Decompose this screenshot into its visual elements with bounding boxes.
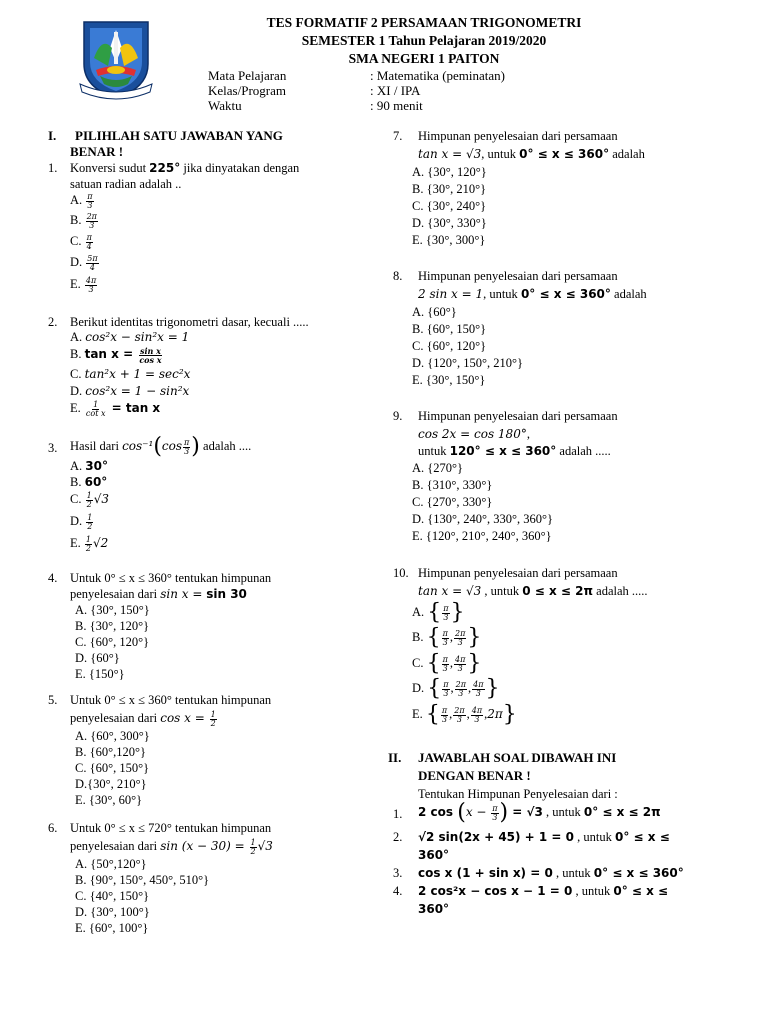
q8-stem-2: 2 sin x = 1, untuk 0° ≤ x ≤ 360° adalah	[418, 287, 647, 301]
essay-2-number: 2.	[393, 830, 403, 844]
q10-number: 10.	[393, 566, 409, 580]
q8-stem: Himpunan penyelesaian dari persamaan	[418, 269, 618, 283]
q6-option-d[interactable]: D. {30°, 100°}	[75, 905, 150, 919]
essay-2: √2 sin(2x + 45) + 1 = 0 , untuk 0° ≤ x ≤	[418, 830, 670, 844]
q7-number: 7.	[393, 129, 403, 143]
q6-option-c[interactable]: C. {40°, 150°}	[75, 889, 150, 903]
q2-option-e[interactable]: E. $\frac{1}{\text{cot x}}$ = tan x	[70, 399, 161, 418]
meta-value-subject: : Matematika (peminatan)	[370, 68, 506, 83]
q3-stem: Hasil dari cos⁻¹(cos $\frac{\pi}{3}$ ) adalah ....	[70, 434, 252, 460]
q8-option-c[interactable]: C. {60°, 120°}	[412, 339, 487, 353]
q10-stem: Himpunan penyelesaian dari persamaan	[418, 566, 618, 580]
section-1-heading: PILIHLAH SATU JAWABAN YANG	[75, 128, 283, 143]
q3-option-e[interactable]: E. $\frac{1}{2}$ √2	[70, 534, 109, 553]
q1-option-e[interactable]: E. $\frac{4\pi}{3}$	[70, 275, 97, 294]
q7-option-d[interactable]: D. {30°, 330°}	[412, 216, 487, 230]
q8-option-a[interactable]: A. {60°}	[412, 305, 457, 319]
q7-stem: Himpunan penyelesaian dari persamaan	[418, 129, 618, 143]
q9-option-c[interactable]: C. {270°, 330°}	[412, 495, 493, 509]
section-2-number: II.	[388, 750, 402, 765]
essay-1: 2 cos (x − $\frac{\pi}{3}$ ) = √3 , untuk 0° ≤ x ≤ 2π	[418, 800, 661, 826]
q4-option-c[interactable]: C. {60°, 120°}	[75, 635, 150, 649]
q3-option-c[interactable]: C. $\frac{1}{2}$ √3	[70, 490, 109, 509]
q7-option-a[interactable]: A. {30°, 120°}	[412, 165, 487, 179]
q1-stem-2: satuan radian adalah ..	[70, 177, 182, 191]
q6-number: 6.	[48, 821, 58, 835]
q1-option-a[interactable]: A. $\frac{\pi}{3}$	[70, 191, 93, 210]
section-1-heading-2: BENAR !	[70, 144, 124, 159]
school-name: SMA NEGERI 1 PAITON	[348, 51, 500, 66]
q1-number: 1.	[48, 161, 58, 175]
meta-label-class: Kelas/Program	[208, 83, 286, 98]
q8-number: 8.	[393, 269, 403, 283]
essay-4: 2 cos²x − cos x − 1 = 0 , untuk 0° ≤ x ≤	[418, 884, 669, 898]
q6-stem-2: penyelesaian dari sin (x − 30) = $\frac{1}{2}$ √3	[70, 837, 273, 856]
q10-option-b[interactable]: B. { $\frac{\pi}{3}$ , $\frac{2\pi}{3}$ }	[412, 625, 482, 651]
meta-value-time: : 90 menit	[370, 98, 423, 113]
section-2-heading-2: DENGAN BENAR !	[418, 768, 531, 783]
q9-stem-3: untuk 120° ≤ x ≤ 360° adalah .....	[418, 444, 611, 458]
q5-option-e[interactable]: E. {30°, 60°}	[75, 793, 143, 807]
q10-option-e[interactable]: E. { $\frac{\pi}{3}$ , $\frac{2\pi}{3}$ , $\frac{4\pi}{3}$ ,2π}	[412, 702, 517, 728]
q2-option-c[interactable]: C. tan²x + 1 = sec²x	[70, 367, 191, 381]
q10-option-d[interactable]: D. { $\frac{\pi}{3}$ , $\frac{2\pi}{3}$ , $\frac{4\pi}{3}$ }	[412, 676, 500, 702]
section-2-heading: JAWABLAH SOAL DIBAWAH INI	[418, 750, 617, 765]
q2-option-d[interactable]: D. cos²x = 1 − sin²x	[70, 384, 190, 398]
q6-option-e[interactable]: E. {60°, 100°}	[75, 921, 149, 935]
q4-option-d[interactable]: D. {60°}	[75, 651, 120, 665]
q3-option-a[interactable]: A. 30°	[70, 459, 108, 473]
meta-label-subject: Mata Pelajaran	[208, 68, 287, 83]
q1-stem: Konversi sudut 225° jika dinyatakan dengan	[70, 161, 300, 175]
essay-1-number: 1.	[393, 807, 403, 821]
q2-option-b[interactable]: B. tan x = $\frac{\text{sin x}}{\text{cos x}}$	[70, 345, 162, 365]
q5-option-b[interactable]: B. {60°,120°}	[75, 745, 146, 759]
q3-option-b[interactable]: B. 60°	[70, 475, 108, 489]
q8-option-e[interactable]: E. {30°, 150°}	[412, 373, 486, 387]
q1-option-b[interactable]: B. $\frac{2\pi}{3}$	[70, 211, 97, 230]
q4-stem: Untuk 0° ≤ x ≤ 360° tentukan himpunan	[70, 571, 272, 585]
q4-number: 4.	[48, 571, 58, 585]
q5-stem-2: penyelesaian dari cos x = $\frac{1}{2}$	[70, 709, 216, 728]
q9-option-d[interactable]: D. {130°, 240°, 330°, 360°}	[412, 512, 554, 526]
q7-option-c[interactable]: C. {30°, 240°}	[412, 199, 487, 213]
q8-option-b[interactable]: B. {60°, 150°}	[412, 322, 487, 336]
meta-value-class: : XI / IPA	[370, 83, 421, 98]
section-2-intro: Tentukan Himpunan Penyelesaian dari :	[418, 787, 618, 801]
q9-option-b[interactable]: B. {310°, 330°}	[412, 478, 493, 492]
q10-stem-2: tan x = √3 , untuk 0 ≤ x ≤ 2π adalah .....	[418, 584, 648, 598]
q8-option-d[interactable]: D. {120°, 150°, 210°}	[412, 356, 524, 370]
essay-4-range-end: 360°	[418, 902, 450, 916]
q5-option-c[interactable]: C. {60°, 150°}	[75, 761, 150, 775]
q3-number: 3.	[48, 441, 58, 455]
q5-number: 5.	[48, 693, 58, 707]
q5-option-a[interactable]: A. {60°, 300°}	[75, 729, 150, 743]
q5-stem: Untuk 0° ≤ x ≤ 360° tentukan himpunan	[70, 693, 272, 707]
essay-3: cos x (1 + sin x) = 0 , untuk 0° ≤ x ≤ 360°	[418, 866, 684, 880]
essay-2-range-end: 360°	[418, 848, 450, 862]
essay-3-number: 3.	[393, 866, 403, 880]
q9-stem-2: cos 2x = cos 180°,	[418, 427, 530, 441]
q7-stem-2: tan x = √3, untuk 0° ≤ x ≤ 360° adalah	[418, 147, 645, 161]
q6-stem: Untuk 0° ≤ x ≤ 720° tentukan himpunan	[70, 821, 272, 835]
q10-option-a[interactable]: A. { $\frac{\pi}{3}$ }	[412, 600, 465, 626]
essay-4-number: 4.	[393, 884, 403, 898]
q10-option-c[interactable]: C. { $\frac{\pi}{3}$ , $\frac{4\pi}{3}$ }	[412, 651, 482, 677]
q9-stem: Himpunan penyelesaian dari persamaan	[418, 409, 618, 423]
q9-option-a[interactable]: A. {270°}	[412, 461, 464, 475]
q1-option-c[interactable]: C. $\frac{\pi}{4}$	[70, 232, 92, 251]
q7-option-e[interactable]: E. {30°, 300°}	[412, 233, 486, 247]
q9-number: 9.	[393, 409, 403, 423]
q4-option-b[interactable]: B. {30°, 120°}	[75, 619, 150, 633]
q6-option-b[interactable]: B. {90°, 150°, 450°, 510°}	[75, 873, 210, 887]
q4-option-a[interactable]: A. {30°, 150°}	[75, 603, 150, 617]
meta-label-time: Waktu	[208, 98, 242, 113]
q4-stem-2: penyelesaian dari sin x = sin 30	[70, 587, 247, 601]
q1-option-d[interactable]: D. $\frac{5\pi}{4}$	[70, 253, 98, 272]
q4-option-e[interactable]: E. {150°}	[75, 667, 125, 681]
q9-option-e[interactable]: E. {120°, 210°, 240°, 360°}	[412, 529, 552, 543]
q5-option-d[interactable]: D.{30°, 210°}	[75, 777, 147, 791]
section-1-number: I.	[48, 128, 57, 143]
exam-title: TES FORMATIF 2 PERSAMAAN TRIGONOMETRI	[266, 15, 582, 30]
q2-option-a[interactable]: A. cos²x − sin²x = 1	[70, 330, 190, 344]
q3-option-d[interactable]: D. $\frac{1}{2}$	[70, 512, 93, 531]
q2-number: 2.	[48, 315, 58, 329]
semester-line: SEMESTER 1 Tahun Pelajaran 2019/2020	[301, 33, 547, 48]
q6-option-a[interactable]: A. {50°,120°}	[75, 857, 147, 871]
q2-stem: Berikut identitas trigonometri dasar, kecuali .....	[70, 315, 309, 329]
q7-option-b[interactable]: B. {30°, 210°}	[412, 182, 487, 196]
